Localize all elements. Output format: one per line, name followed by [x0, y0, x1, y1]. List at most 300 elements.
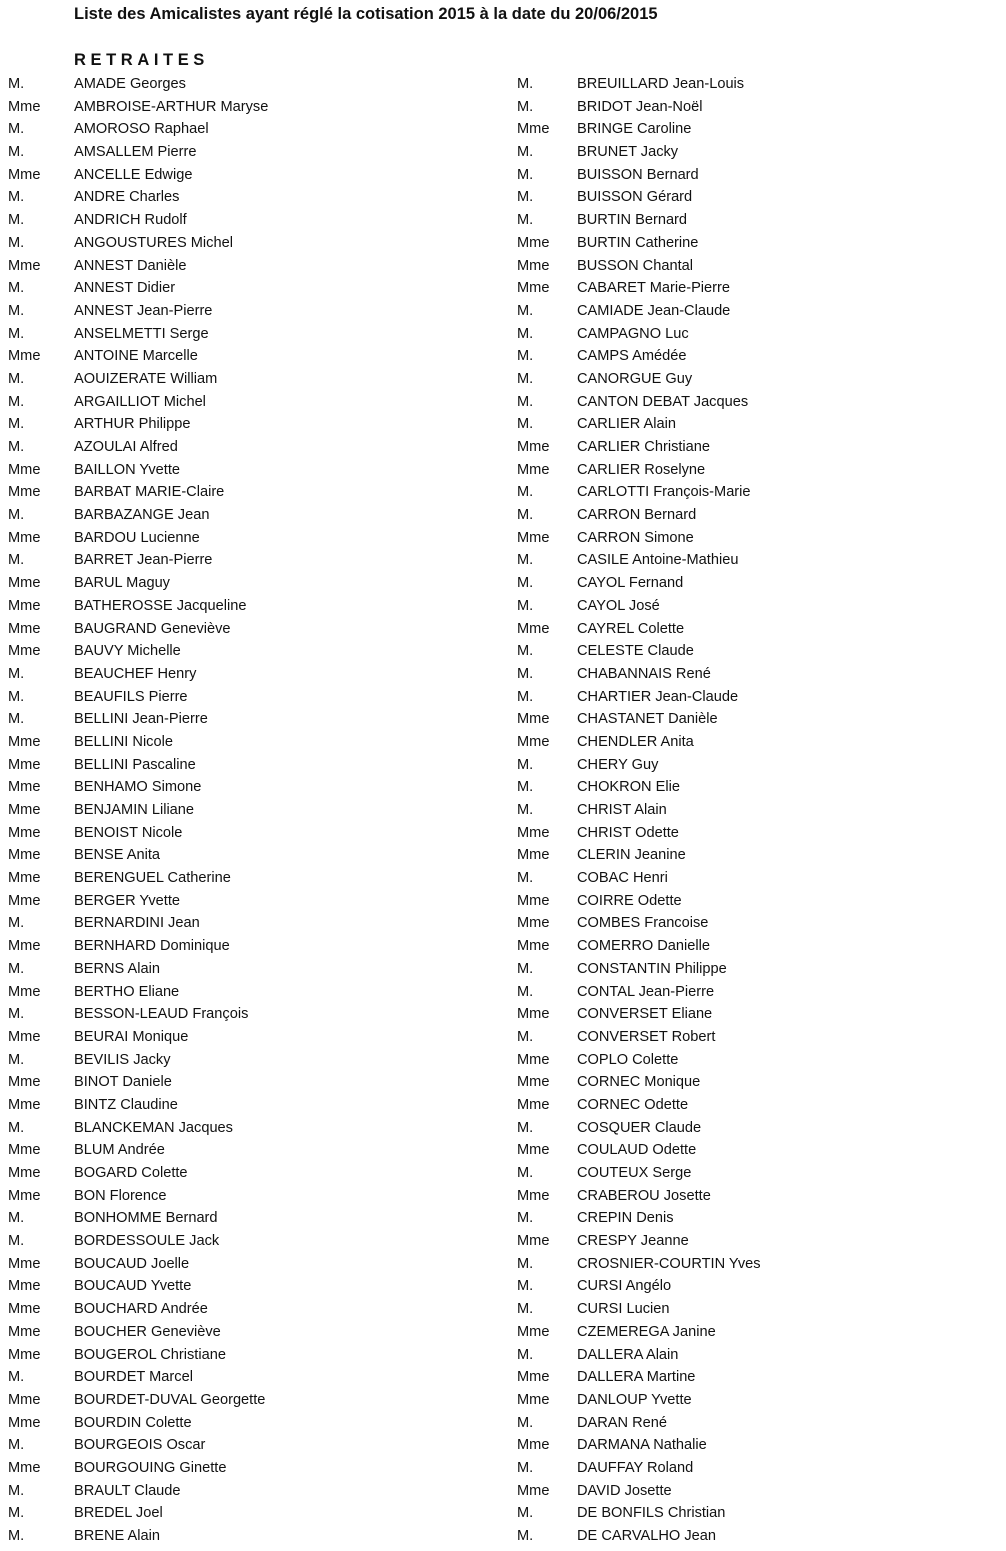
member-row	[517, 663, 997, 686]
member-name: CORNEC Monique	[577, 1074, 701, 1091]
member-civility: M.	[517, 76, 534, 92]
member-name: ANGOUSTURES Michel	[74, 234, 233, 251]
member-row	[517, 935, 997, 958]
member-name: BERENGUEL Catherine	[74, 870, 231, 887]
member-civility: Mme	[517, 1233, 550, 1250]
member-row	[517, 1366, 997, 1389]
member-row	[517, 708, 997, 731]
member-name: DARAN René	[577, 1414, 668, 1431]
member-row	[8, 141, 488, 164]
member-civility: Mme	[8, 802, 41, 818]
member-row	[8, 1412, 488, 1435]
member-row	[8, 1003, 488, 1026]
member-row	[8, 1117, 488, 1140]
member-civility: M.	[8, 189, 25, 206]
member-row	[8, 640, 488, 663]
member-row	[8, 527, 488, 550]
member-name: BREDEL Joel	[74, 1505, 163, 1522]
member-name: ANTOINE Marcelle	[74, 348, 198, 365]
member-name: AMADE Georges	[74, 76, 186, 92]
member-civility: M.	[517, 144, 534, 161]
member-civility: M.	[8, 915, 25, 932]
member-civility: M.	[517, 348, 534, 365]
member-row	[8, 323, 488, 346]
member-name: CARLOTTI François-Marie	[577, 484, 751, 501]
member-civility: M.	[517, 325, 534, 342]
member-name: BURTIN Bernard	[577, 212, 688, 229]
member-row	[517, 958, 997, 981]
member-civility: M.	[517, 575, 534, 592]
member-row	[517, 368, 997, 391]
member-row	[8, 1139, 488, 1162]
member-row	[8, 890, 488, 913]
member-row	[8, 958, 488, 981]
member-civility: M.	[517, 1278, 534, 1295]
member-civility: M.	[517, 1505, 534, 1522]
member-civility: Mme	[8, 529, 41, 546]
member-row	[8, 708, 488, 731]
member-civility: M.	[517, 1255, 534, 1272]
member-civility: M.	[8, 302, 25, 319]
member-name: CARLIER Alain	[577, 416, 676, 433]
member-row	[517, 776, 997, 799]
member-row	[8, 1207, 488, 1230]
member-civility: M.	[517, 416, 534, 433]
member-row	[8, 1253, 488, 1276]
member-row	[517, 618, 997, 641]
member-name: ANNEST Jean-Pierre	[74, 302, 213, 319]
member-row	[517, 96, 997, 119]
member-civility: Mme	[517, 1006, 550, 1023]
member-name: CURSI Angélo	[577, 1278, 672, 1295]
member-name: BARBAZANGE Jean	[74, 507, 210, 524]
member-row	[8, 549, 488, 572]
member-row	[517, 731, 997, 754]
member-civility: Mme	[517, 847, 550, 864]
member-civility: M.	[8, 1233, 25, 1250]
member-name: DE BONFILS Christian	[577, 1505, 726, 1522]
member-civility: M.	[517, 802, 534, 818]
member-row	[517, 1207, 997, 1230]
member-row	[517, 1071, 997, 1094]
member-name: BEVILIS Jacky	[74, 1051, 171, 1068]
member-name: COULAUD Odette	[577, 1142, 697, 1159]
member-row	[517, 1434, 997, 1457]
member-row	[8, 595, 488, 618]
member-name: COSQUER Claude	[577, 1119, 702, 1136]
member-row	[517, 1026, 997, 1049]
member-civility: Mme	[517, 1482, 550, 1499]
member-name: BOUCAUD Joelle	[74, 1255, 190, 1272]
member-civility: M.	[8, 416, 25, 433]
member-name: ANNEST Didier	[74, 280, 176, 297]
member-civility: Mme	[8, 870, 41, 887]
member-row	[517, 1457, 997, 1480]
member-row	[517, 912, 997, 935]
member-row	[8, 1026, 488, 1049]
member-civility: Mme	[8, 1459, 41, 1476]
member-civility: Mme	[517, 1369, 550, 1386]
member-name: CROSNIER-COURTIN Yves	[577, 1255, 761, 1272]
member-name: BUSSON Chantal	[577, 257, 693, 274]
section-heading: RETRAITES	[74, 51, 209, 69]
member-name: CASILE Antoine-Mathieu	[577, 552, 739, 569]
member-civility: Mme	[8, 1028, 41, 1045]
member-civility: Mme	[8, 1187, 41, 1204]
member-name: CELESTE Claude	[577, 643, 694, 660]
member-row	[517, 1298, 997, 1321]
member-name: CARLIER Roselyne	[577, 461, 706, 478]
right-member-column	[517, 73, 997, 1548]
member-name: CABARET Marie-Pierre	[577, 280, 730, 297]
member-civility: M.	[8, 688, 25, 705]
member-civility: Mme	[517, 1074, 550, 1091]
member-civility: M.	[8, 507, 25, 524]
member-row	[517, 1480, 997, 1503]
member-civility: M.	[517, 1528, 534, 1544]
member-row	[517, 1275, 997, 1298]
member-civility: Mme	[8, 597, 41, 614]
member-civility: Mme	[8, 461, 41, 478]
member-name: BOURDIN Colette	[74, 1414, 192, 1431]
member-row	[8, 436, 488, 459]
member-name: CARLIER Christiane	[577, 439, 711, 455]
left-member-column	[8, 73, 488, 1548]
member-row	[8, 1162, 488, 1185]
member-name: CAMIADE Jean-Claude	[577, 302, 731, 319]
member-civility: Mme	[517, 121, 550, 138]
member-row	[517, 1230, 997, 1253]
member-row	[517, 209, 997, 232]
member-civility: Mme	[517, 733, 550, 750]
member-name: CREPIN Denis	[577, 1210, 674, 1227]
member-name: AMOROSO Raphael	[74, 121, 209, 138]
member-row	[8, 1389, 488, 1412]
member-civility: M.	[517, 870, 534, 887]
member-civility: Mme	[517, 1142, 550, 1159]
member-civility: M.	[8, 1482, 25, 1499]
member-row	[517, 799, 997, 822]
member-name: CARRON Simone	[577, 529, 694, 546]
member-row	[8, 1366, 488, 1389]
member-civility: M.	[8, 1505, 25, 1522]
member-name: AMBROISE-ARTHUR Maryse	[74, 98, 269, 115]
member-civility: M.	[517, 98, 534, 115]
member-row	[8, 504, 488, 527]
member-row	[517, 1253, 997, 1276]
member-row	[517, 141, 997, 164]
member-row	[517, 413, 997, 436]
member-row	[517, 504, 997, 527]
member-civility: Mme	[517, 1437, 550, 1454]
member-civility: Mme	[8, 938, 41, 955]
member-name: BERNS Alain	[74, 960, 160, 977]
member-row	[517, 1321, 997, 1344]
member-row	[517, 345, 997, 368]
member-name: BUISSON Gérard	[577, 189, 693, 206]
member-civility: M.	[8, 280, 25, 297]
member-name: CONTAL Jean-Pierre	[577, 983, 715, 1000]
member-name: ANCELLE Edwige	[74, 166, 193, 183]
member-name: CAYREL Colette	[577, 620, 685, 637]
member-civility: Mme	[517, 280, 550, 297]
member-civility: M.	[517, 393, 534, 410]
member-name: CHERY Guy	[577, 756, 659, 773]
member-civility: M.	[517, 779, 534, 796]
member-civility: Mme	[517, 1096, 550, 1113]
member-name: BELLINI Pascaline	[74, 756, 196, 773]
member-name: BENSE Anita	[74, 847, 160, 864]
member-civility: Mme	[8, 1391, 41, 1408]
member-name: AMSALLEM Pierre	[74, 144, 197, 161]
member-civility: M.	[517, 983, 534, 1000]
member-row	[517, 1502, 997, 1525]
member-name: BRUNET Jacky	[577, 144, 679, 161]
member-name: BOURGOUING Ginette	[74, 1459, 227, 1476]
member-civility: Mme	[8, 1323, 41, 1340]
member-row	[517, 323, 997, 346]
member-name: CONSTANTIN Philippe	[577, 960, 727, 977]
member-civility: M.	[517, 1210, 534, 1227]
member-civility: Mme	[8, 779, 41, 796]
member-name: CLERIN Jeanine	[577, 847, 686, 864]
member-civility: M.	[8, 1437, 25, 1454]
member-name: BLUM Andrée	[74, 1142, 165, 1159]
member-name: AZOULAI Alfred	[74, 439, 178, 455]
member-name: BEAUFILS Pierre	[74, 688, 188, 705]
member-name: BONHOMME Bernard	[74, 1210, 218, 1227]
member-row	[8, 1434, 488, 1457]
member-name: ANSELMETTI Serge	[74, 325, 209, 342]
member-name: CRESPY Jeanne	[577, 1233, 689, 1250]
member-civility: M.	[8, 121, 25, 138]
member-row	[517, 595, 997, 618]
member-name: BRAULT Claude	[74, 1482, 181, 1499]
member-name: CARRON Bernard	[577, 507, 697, 524]
member-name: BOURDET Marcel	[74, 1369, 193, 1386]
member-name: CRABEROU Josette	[577, 1187, 711, 1204]
member-name: BOURGEOIS Oscar	[74, 1437, 206, 1454]
member-row	[517, 1162, 997, 1185]
member-name: ANDRICH Rudolf	[74, 212, 187, 229]
member-name: BARRET Jean-Pierre	[74, 552, 213, 569]
member-row	[8, 1230, 488, 1253]
member-row	[517, 572, 997, 595]
member-row	[517, 981, 997, 1004]
member-row	[8, 391, 488, 414]
member-civility: M.	[8, 665, 25, 682]
member-civility: M.	[517, 1414, 534, 1431]
member-civility: M.	[8, 1528, 25, 1544]
member-civility: Mme	[517, 620, 550, 637]
member-name: BARBAT MARIE-Claire	[74, 484, 225, 501]
member-civility: Mme	[8, 1142, 41, 1159]
member-civility: M.	[517, 1165, 534, 1181]
member-row	[8, 1094, 488, 1117]
member-row	[8, 186, 488, 209]
member-row	[517, 1389, 997, 1412]
member-name: DANLOUP Yvette	[577, 1391, 692, 1408]
member-civility: M.	[8, 552, 25, 569]
member-row	[517, 1003, 997, 1026]
member-row	[8, 73, 488, 96]
member-civility: M.	[517, 665, 534, 682]
member-row	[517, 549, 997, 572]
member-name: CANORGUE Guy	[577, 370, 693, 387]
member-civility: M.	[517, 484, 534, 501]
member-name: CAMPS Amédée	[577, 348, 687, 365]
member-civility: M.	[517, 960, 534, 977]
member-civility: M.	[517, 507, 534, 524]
member-civility: M.	[8, 1369, 25, 1386]
member-civility: M.	[517, 552, 534, 569]
member-civility: Mme	[8, 733, 41, 750]
member-name: BRENE Alain	[74, 1528, 160, 1544]
member-row	[8, 844, 488, 867]
member-row	[8, 368, 488, 391]
member-name: COMERRO Danielle	[577, 938, 710, 955]
member-civility: M.	[517, 1028, 534, 1045]
member-name: BELLINI Jean-Pierre	[74, 711, 208, 728]
member-row	[517, 822, 997, 845]
member-row	[8, 1525, 488, 1548]
member-row	[8, 277, 488, 300]
member-row	[8, 413, 488, 436]
member-row	[8, 799, 488, 822]
page-title: Liste des Amicalistes ayant réglé la cotisation 2015 à la date du 20/06/2015	[74, 5, 658, 23]
member-name: CAYOL José	[577, 597, 660, 614]
member-row	[8, 1344, 488, 1367]
member-row	[517, 118, 997, 141]
member-civility: Mme	[517, 1051, 550, 1068]
member-row	[8, 822, 488, 845]
member-row	[8, 345, 488, 368]
member-name: ARTHUR Philippe	[74, 416, 191, 433]
member-name: BOUCHARD Andrée	[74, 1301, 208, 1318]
member-name: BESSON-LEAUD François	[74, 1006, 249, 1023]
member-civility: Mme	[8, 1278, 41, 1295]
member-name: DE CARVALHO Jean	[577, 1528, 716, 1544]
member-name: DALLERA Alain	[577, 1346, 679, 1363]
member-civility: Mme	[8, 1096, 41, 1113]
member-name: ANDRE Charles	[74, 189, 180, 206]
member-name: DARMANA Nathalie	[577, 1437, 707, 1454]
member-row	[8, 1185, 488, 1208]
member-name: BAUGRAND Geneviève	[74, 620, 231, 637]
member-civility: Mme	[8, 1414, 41, 1431]
member-civility: Mme	[517, 892, 550, 909]
member-name: BREUILLARD Jean-Louis	[577, 76, 745, 92]
member-name: BARUL Maguy	[74, 575, 170, 592]
member-row	[517, 481, 997, 504]
member-civility: M.	[8, 370, 25, 387]
member-row	[517, 73, 997, 96]
member-civility: Mme	[517, 257, 550, 274]
member-civility: M.	[8, 1210, 25, 1227]
member-civility: Mme	[8, 892, 41, 909]
member-civility: Mme	[8, 98, 41, 115]
member-row	[8, 1502, 488, 1525]
member-name: CHARTIER Jean-Claude	[577, 688, 739, 705]
member-name: BOUCHER Geneviève	[74, 1323, 221, 1340]
member-civility: M.	[517, 1459, 534, 1476]
member-name: BELLINI Nicole	[74, 733, 173, 750]
member-row	[8, 209, 488, 232]
member-name: BOGARD Colette	[74, 1165, 188, 1181]
member-row	[517, 527, 997, 550]
member-name: COBAC Henri	[577, 870, 668, 887]
member-civility: M.	[517, 597, 534, 614]
member-row	[8, 572, 488, 595]
member-name: BENOIST Nicole	[74, 824, 183, 841]
member-civility: Mme	[517, 529, 550, 546]
member-row	[8, 776, 488, 799]
member-civility: M.	[8, 1006, 25, 1023]
member-row	[517, 844, 997, 867]
member-civility: M.	[517, 1301, 534, 1318]
member-name: BEURAI Monique	[74, 1028, 189, 1045]
member-row	[517, 1049, 997, 1072]
member-civility: Mme	[8, 575, 41, 592]
member-civility: Mme	[8, 484, 41, 501]
member-civility: Mme	[8, 1301, 41, 1318]
member-row	[517, 754, 997, 777]
member-civility: Mme	[8, 1346, 41, 1363]
member-civility: Mme	[8, 643, 41, 660]
member-row	[517, 391, 997, 414]
member-row	[8, 1298, 488, 1321]
member-row	[8, 867, 488, 890]
member-civility: M.	[517, 212, 534, 229]
member-name: BENHAMO Simone	[74, 779, 202, 796]
member-civility: M.	[517, 1346, 534, 1363]
member-row	[517, 164, 997, 187]
member-civility: Mme	[517, 1323, 550, 1340]
member-civility: Mme	[8, 1165, 41, 1181]
member-name: BURTIN Catherine	[577, 234, 699, 251]
member-civility: Mme	[8, 348, 41, 365]
member-civility: M.	[517, 166, 534, 183]
member-civility: Mme	[8, 257, 41, 274]
member-row	[517, 1139, 997, 1162]
member-row	[8, 731, 488, 754]
member-row	[8, 481, 488, 504]
member-name: BINOT Daniele	[74, 1074, 172, 1091]
member-civility: Mme	[8, 847, 41, 864]
member-row	[517, 1525, 997, 1548]
member-civility: Mme	[517, 461, 550, 478]
member-name: CONVERSET Eliane	[577, 1006, 713, 1023]
member-name: BRIDOT Jean-Noël	[577, 98, 703, 115]
member-name: CAMPAGNO Luc	[577, 325, 689, 342]
member-row	[517, 232, 997, 255]
member-civility: Mme	[517, 711, 550, 728]
member-civility: M.	[8, 325, 25, 342]
member-civility: Mme	[8, 166, 41, 183]
member-row	[517, 255, 997, 278]
member-row	[517, 459, 997, 482]
member-civility: Mme	[517, 234, 550, 251]
member-civility: Mme	[8, 983, 41, 1000]
member-civility: M.	[8, 76, 25, 92]
member-name: AOUIZERATE William	[74, 370, 218, 387]
member-name: BOUGEROL Christiane	[74, 1346, 226, 1363]
member-row	[8, 754, 488, 777]
member-name: BAUVY Michelle	[74, 643, 181, 660]
member-row	[8, 96, 488, 119]
member-name: BRINGE Caroline	[577, 121, 692, 138]
member-name: BERGER Yvette	[74, 892, 180, 909]
